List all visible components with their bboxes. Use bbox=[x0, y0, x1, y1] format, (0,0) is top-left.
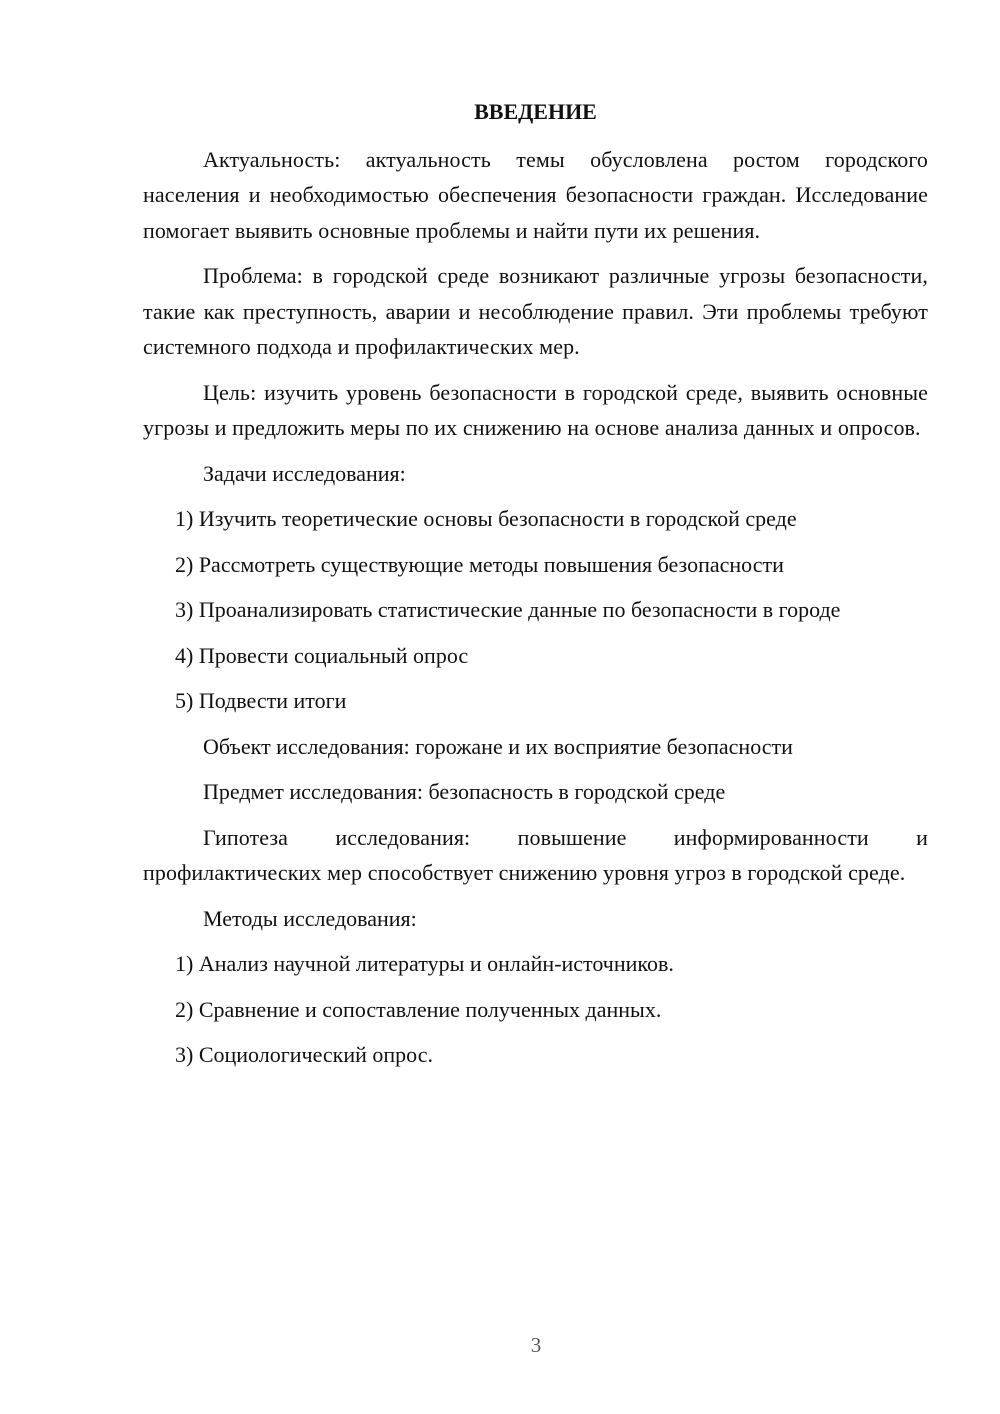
hypothesis-paragraph: Гипотеза исследования: повышение информированности и профилактических мер способствует снижению уровня угроз в городской среде. bbox=[143, 824, 928, 885]
methods-heading: Методы исследования: bbox=[203, 905, 417, 931]
task-item: 5) Подвести итоги bbox=[175, 688, 347, 713]
task-item: 4) Провести социальный опрос bbox=[175, 642, 469, 668]
subject-line: Предмет исследования: безопасность в городской среде bbox=[203, 779, 726, 804]
method-item: 1) Анализ научной литературы и онлайн-источников. bbox=[175, 951, 674, 976]
problem-paragraph: Проблема: в городской среде возникают различные угрозы безопасности, такие как преступность, аварии и несоблюдение правил. Эти проблемы требуют системного подхода и профилактических мер. bbox=[143, 263, 928, 359]
tasks-heading: Задачи исследования: bbox=[203, 460, 406, 486]
task-item: 3) Проанализировать статистические данные по безопасности в городе bbox=[175, 597, 841, 622]
method-item: 3) Социологический опрос. bbox=[175, 1042, 433, 1067]
task-item: 2) Рассмотреть существующие методы повышения безопасности bbox=[175, 551, 784, 577]
object-line: Объект исследования: горожане и их восприятие безопасности bbox=[203, 733, 793, 759]
page-content bbox=[143, 94, 928, 1083]
task-item: 1) Изучить теоретические основы безопасности в городской среде bbox=[175, 506, 797, 531]
relevance-paragraph: Актуальность: актуальность темы обусловлена ростом городского населения и необходимостью обеспечения безопасности граждан. Исследование помогает выявить основные проблемы и найти пути их решения. bbox=[143, 146, 928, 243]
section-title: ВВЕДЕНИЕ bbox=[474, 99, 597, 124]
method-item: 2) Сравнение и сопоставление полученных данных. bbox=[175, 996, 662, 1022]
page-number: 3 bbox=[530, 1333, 542, 1357]
goal-paragraph: Цель: изучить уровень безопасности в городской среде, выявить основные угрозы и предложить меры по их снижению на основе анализа данных и опросов. bbox=[143, 379, 928, 440]
